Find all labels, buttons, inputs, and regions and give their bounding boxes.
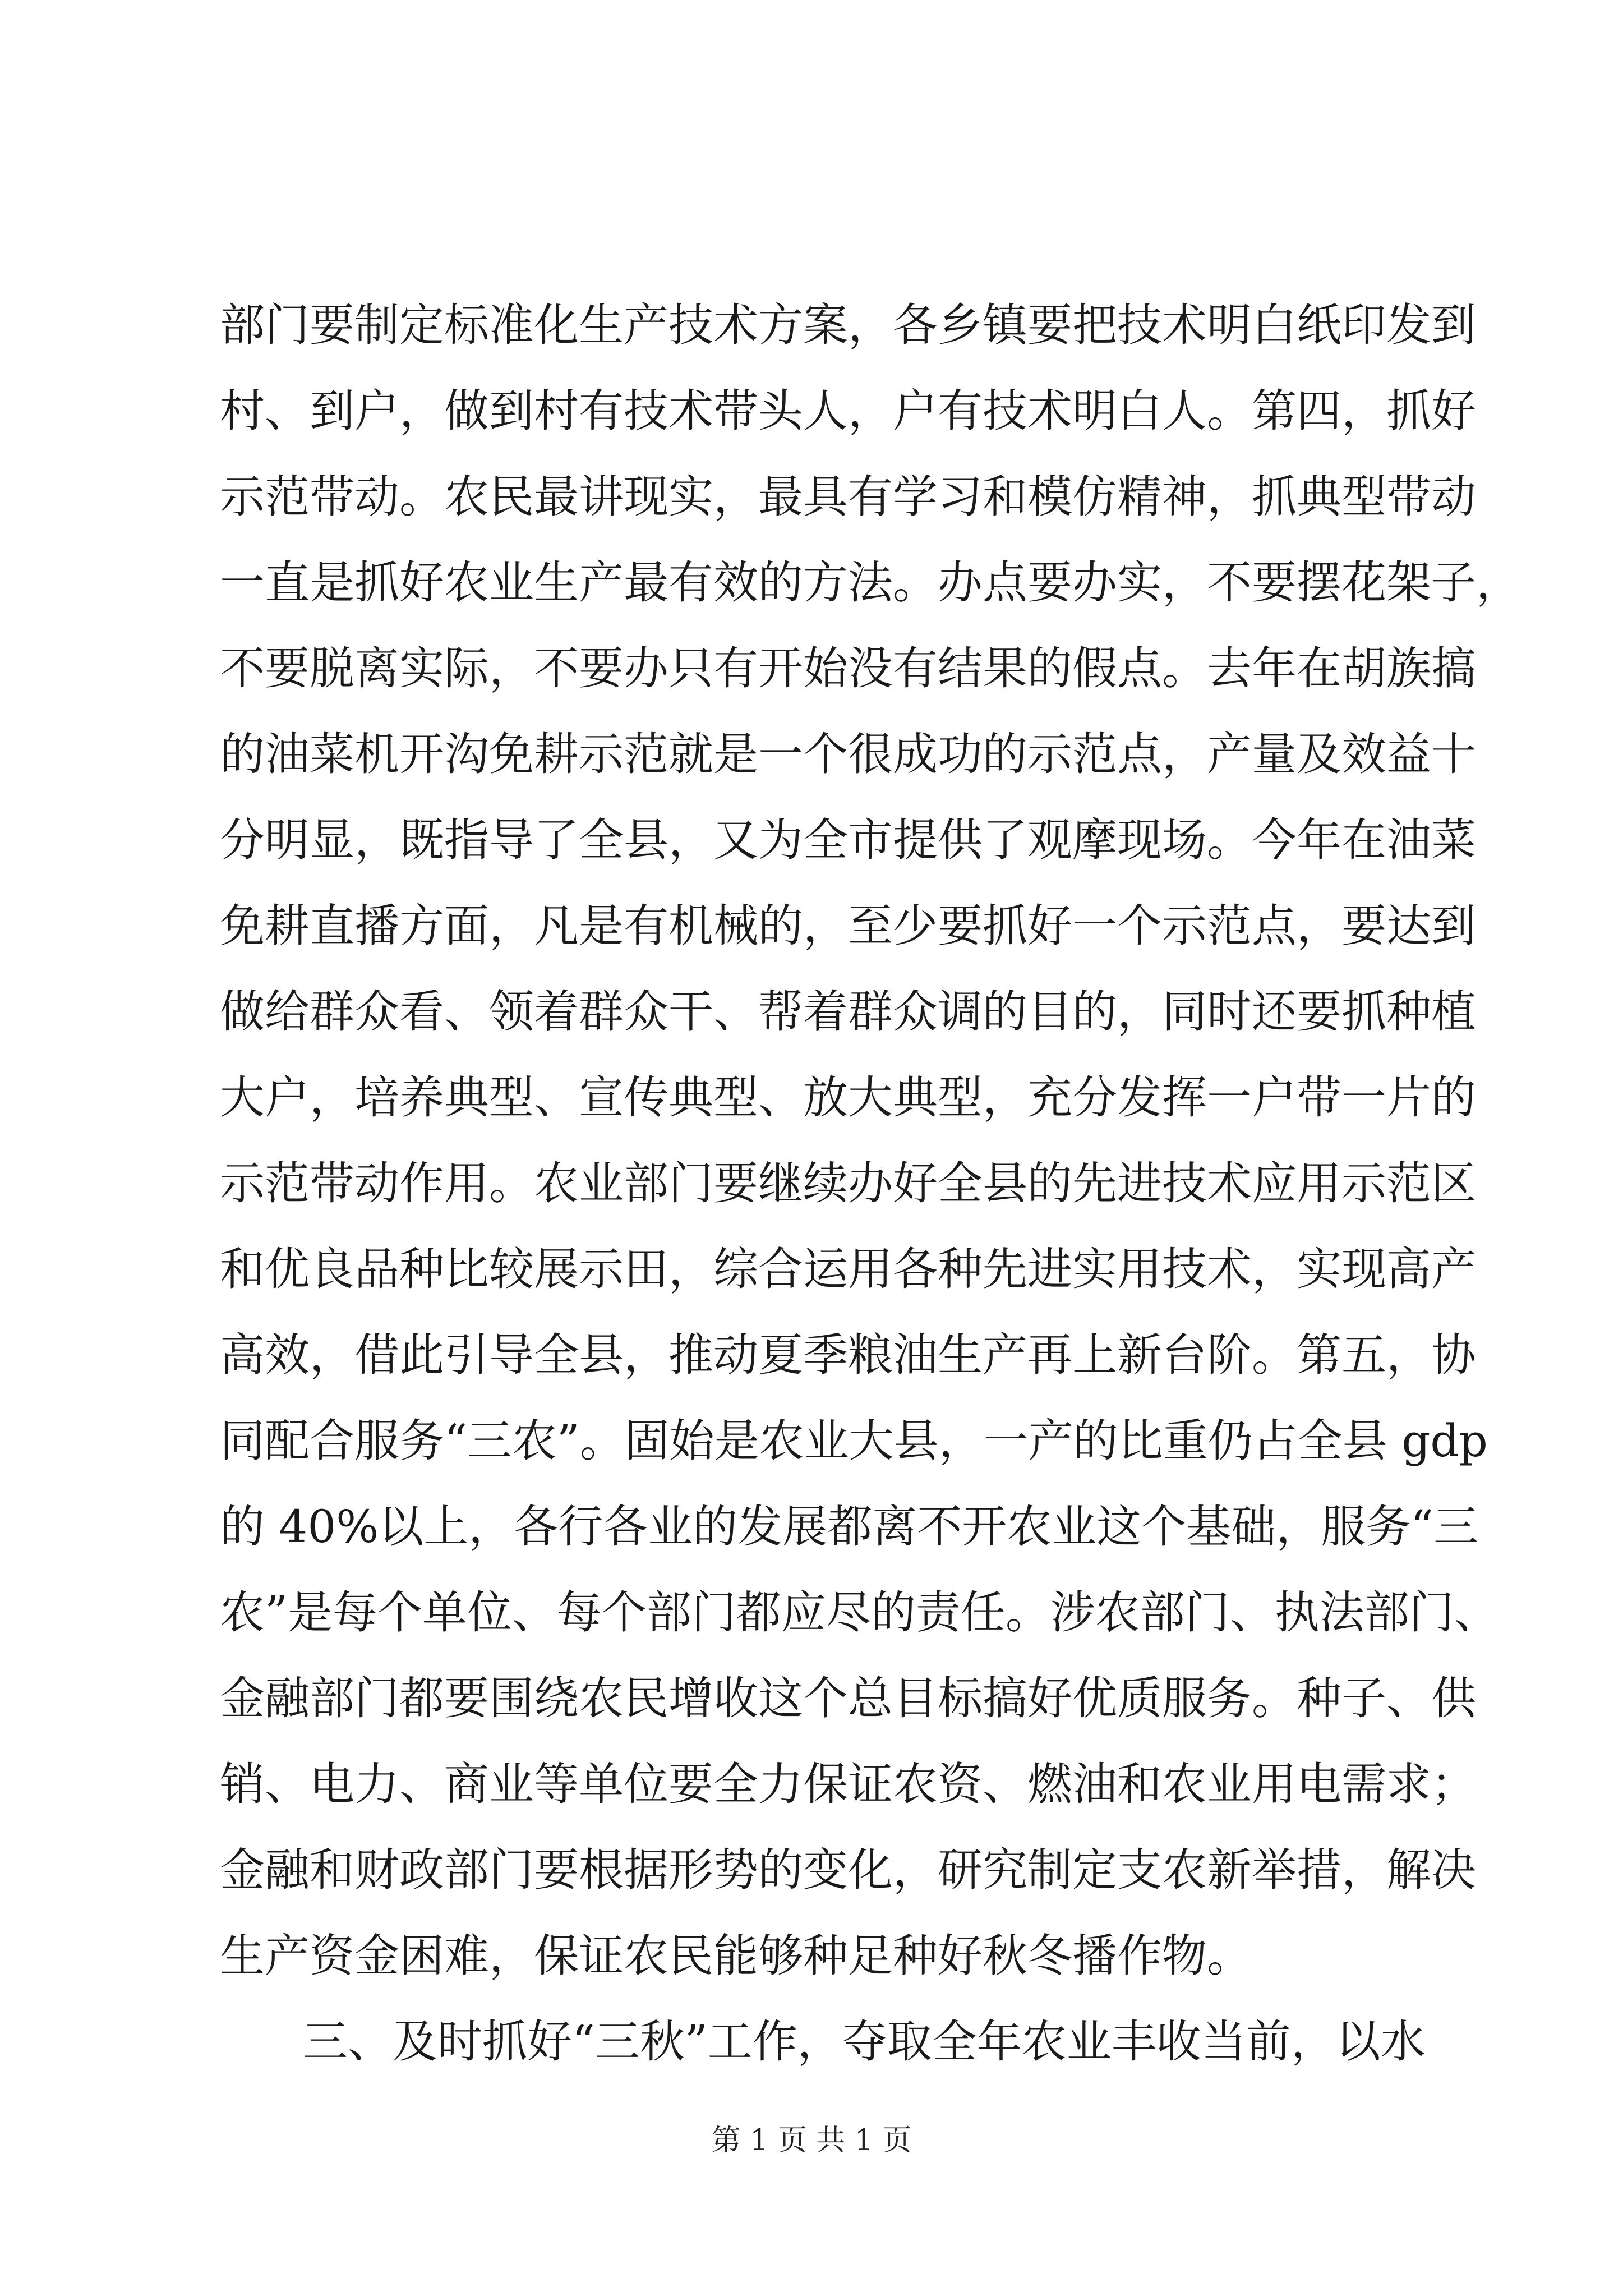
text-line: 金融部门都要围绕农民增收这个总目标搞好优质服务。种子、供: [220, 1672, 1476, 1724]
text-line: 的 40%以上，各行各业的发展都离不开农业这个基础，服务“三: [220, 1501, 1479, 1553]
text-line: 一直是抓好农业生产最有效的方法。办点要办实，不要摆花架子，: [220, 556, 1521, 609]
text-line: 金融和财政部门要根据形势的变化，研究制定支农新举措，解决: [220, 1844, 1476, 1896]
text-line: 生产资金困难，保证农民能够种足种好秋冬播作物。: [220, 1930, 1252, 1982]
text-line: 高效，借此引导全县，推动夏季粮油生产再上新台阶。第五，协: [220, 1329, 1476, 1381]
text-line: 和优良品种比较展示田，综合运用各种先进实用技术，实现高产: [220, 1243, 1476, 1295]
text-line: 销、电力、商业等单位要全力保证农资、燃油和农业用电需求；: [220, 1758, 1476, 1810]
text-line: 同配合服务“三农”。固始是农业大县，一产的比重仍占全县 gdp: [220, 1415, 1488, 1467]
text-line: 不要脱离实际，不要办只有开始没有结果的假点。去年在胡族搞: [220, 642, 1476, 694]
section-heading-line: 三、及时抓好“三秋”工作，夺取全年农业丰收当前，以水: [303, 2016, 1426, 2068]
text-line: 部门要制定标准化生产技术方案，各乡镇要把技术明白纸印发到: [220, 299, 1476, 351]
text-line: 分明显，既指导了全县，又为全市提供了观摩现场。今年在油菜: [220, 814, 1476, 866]
text-line: 示范带动。农民最讲现实，最具有学习和模仿精神，抓典型带动: [220, 471, 1476, 523]
text-line: 大户，培养典型、宣传典型、放大典型，充分发挥一户带一片的: [220, 1071, 1476, 1124]
text-line: 免耕直播方面，凡是有机械的，至少要抓好一个示范点，要达到: [220, 900, 1476, 952]
page-footer: 第 1 页 共 1 页: [711, 2124, 912, 2157]
text-line: 农”是每个单位、每个部门都应尽的责任。涉农部门、执法部门、: [220, 1586, 1499, 1639]
text-line: 村、到户，做到村有技术带头人，户有技术明白人。第四，抓好: [220, 385, 1476, 437]
text-line: 做给群众看、领着群众干、帮着群众调的目的，同时还要抓种植: [220, 986, 1476, 1038]
text-line: 示范带动作用。农业部门要继续办好全县的先进技术应用示范区: [220, 1157, 1476, 1209]
text-line: 的油菜机开沟免耕示范就是一个很成功的示范点，产量及效益十: [220, 728, 1476, 780]
